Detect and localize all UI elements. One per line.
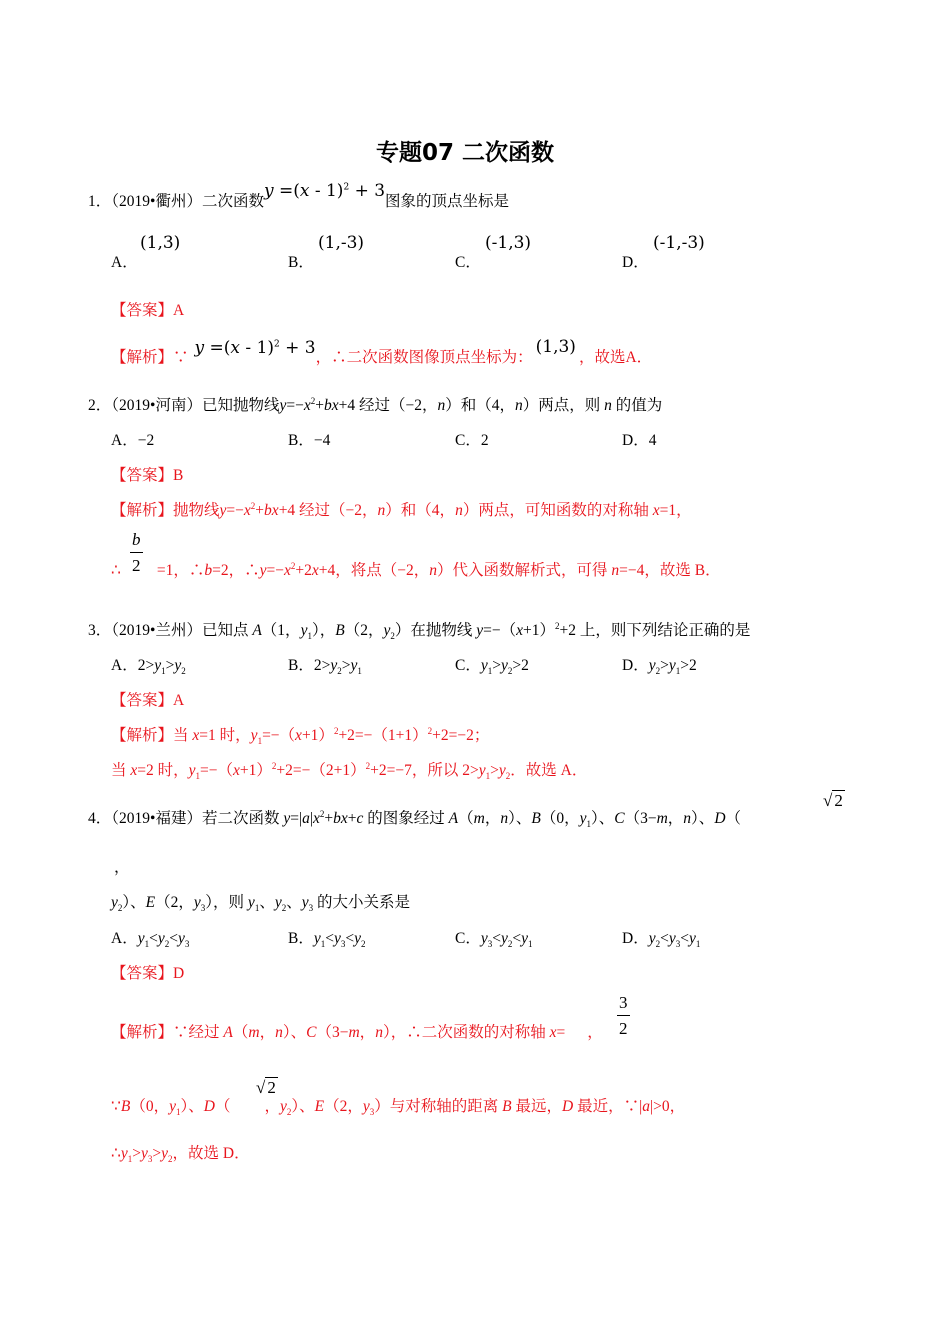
option-a[interactable]: A．$y_1<y_2<y_3$ — [111, 930, 190, 950]
option-a[interactable]: A．−2 — [111, 432, 155, 449]
option-a-value: (1,3) — [140, 233, 181, 253]
question-4-stem-line-2: $y_2$）、E（2，$y_3$），则 $y_1$、$y_2$、$y_3$ 的大小关系是 — [111, 894, 411, 914]
question-2-stem: 2．（2019•河南）已知抛物线$y=-x^2+bx+4$ 经过（−2，n）和（4，n）两点，则 n 的值为 — [88, 395, 663, 414]
analysis-4-line-1: 【解析】∵经过 A（m，n）、C（3−m，n），∴二次函数的对称轴 x= ， — [111, 1024, 603, 1041]
option-c-value: (-1,3) — [485, 233, 532, 253]
answer-2: 【答案】B — [111, 467, 184, 484]
analysis-4-line-2: ∵B（0，$y_1$）、D（ ，$y_2$）、E（2，$y_3$）与对称轴的距离 B 最远，D 最近，∵|a|>0， — [111, 1098, 686, 1118]
sqrt-2: √ 2 — [256, 1078, 276, 1097]
analysis-1: 【解析】∵ y =(x - 1)$^2$ + 3，∴二次函数图像顶点坐标为：(1,3)，故选A． — [111, 337, 653, 366]
formula: y =(x - 1)$^2$ + 3 — [194, 338, 316, 358]
question-3-stem: 3．（2019•兰州）已知点 A（1，$y_1$），B（2，$y_2$）在抛物线 $y=-(x+1)^2+2$ 上，则下列结论正确的是 — [88, 620, 751, 642]
option-b[interactable]: B．$y_1<y_3<y_2$ — [288, 930, 366, 950]
option-b[interactable]: B．−4 — [288, 432, 331, 449]
page-title: 专题07 二次函数 — [376, 140, 555, 166]
answer-3: 【答案】A — [111, 692, 185, 709]
analysis-2-line-1: 【解析】抛物线$y=-x^2+bx+4$ 经过（−2，n）和（4，n）两点，可知函数的对称轴 x=1， — [111, 500, 692, 519]
analysis-3-line-1: 【解析】当 x=1 时，$y_1=-(x+1)^2+2=-(1+1)^2+2=-2$； — [111, 725, 490, 747]
analysis-4-line-3: $\therefore y_1>y_3>y_2$，故选 D． — [111, 1145, 250, 1165]
option-b[interactable]: B．$2>y_2>y_1$ — [288, 657, 362, 677]
option-d[interactable]: D．$y_2<y_3<y_1$ — [622, 930, 701, 950]
option-d[interactable]: D． — [622, 254, 649, 271]
answer-4: 【答案】D — [111, 965, 185, 982]
analysis-2-line-2: ∴ =1，∴b=2，$\therefore y=-x^2+2x+4$，将点（−2，n）代入函数解析式，可得 n=−4，故选 B． — [111, 560, 721, 579]
analysis-3-line-2: 当 x=2 时，$y_1=-(x+1)^2+2=-(2+1)^2+2=-7$，所以 $2>y_1>y_2$．故选 A． — [111, 760, 588, 782]
question-4-stem-line-1: 4．（2019•福建）若二次函数 $y=|a|x^2+bx+c$ 的图象经过 A（m，n）、B（0，$y_1$）、C（3−m，n）、D（ — [88, 808, 742, 830]
option-c[interactable]: C．$y_3<y_2<y_1$ — [455, 930, 533, 950]
option-b[interactable]: B． — [288, 254, 314, 271]
fraction-3-over-2: $\frac{3}{2}$ — [619, 993, 628, 1039]
option-c[interactable]: C．$y_1>y_2>2$ — [455, 657, 529, 677]
option-c[interactable]: C．2 — [455, 432, 489, 449]
option-b-value: (1,-3) — [318, 233, 365, 253]
option-d-value: (-1,-3) — [653, 233, 705, 253]
option-a[interactable]: A． — [111, 254, 138, 271]
question-source: （2019•衢州）二次函数 — [111, 193, 264, 210]
formula: y =(x - 1)$^2$ + 3 — [263, 181, 386, 201]
question-4-comma: ， — [114, 859, 130, 876]
fraction-b-over-2: $\frac{b}{2}$ — [132, 530, 141, 576]
question-number: 1． — [88, 193, 112, 210]
answer-1: 【答案】A — [111, 302, 185, 319]
option-d[interactable]: D．$y_2>y_1>2$ — [622, 657, 697, 677]
option-a[interactable]: A．$2>y_1>y_2$ — [111, 657, 186, 677]
question-text: 图象的顶点坐标是 — [385, 193, 510, 210]
option-d[interactable]: D．4 — [622, 432, 657, 449]
option-c[interactable]: C． — [455, 254, 481, 271]
question-1-stem — [88, 181, 510, 211]
sqrt-2: √ 2 — [823, 791, 843, 810]
